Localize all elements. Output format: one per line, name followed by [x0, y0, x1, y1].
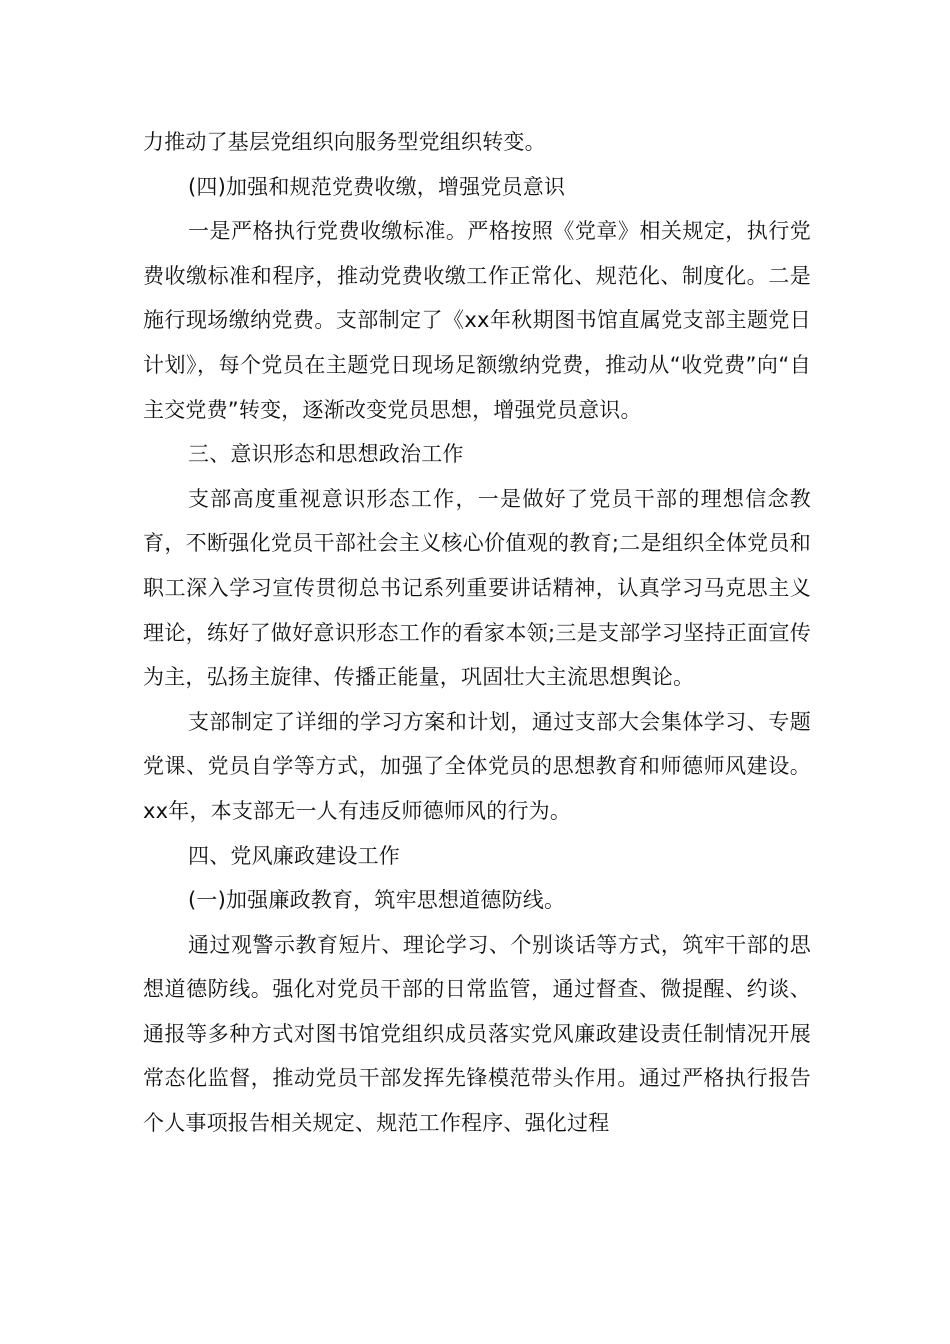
section-heading-party-dues: (四)加强和规范党费收缴，增强党员意识 [188, 174, 566, 199]
section-heading-ideology: 三、意识形态和思想政治工作 [188, 442, 464, 467]
paragraph-ideology-work: 支部高度重视意识形态工作，一是做好了党员干部的理想信念教育，不断强化党员干部社会主义核心价值观的教育;二是组织全体党员和职工深入学习宣传贯彻总书记系列重要讲话精神，认真学习马克思主义理论，练好了做好意识形态工作的看家本领;三是支部学习坚持正面宣传为主，弘扬主旋律、传播正能量，巩固壮大主流思想舆论。 [143, 486, 811, 690]
paragraph-party-dues: 一是严格执行党费收缴标准。严格按照《党章》相关规定，执行党费收缴标准和程序，推动党费收缴工作正常化、规范化、制度化。二是施行现场缴纳党费。支部制定了《xx年秋期图书馆直属党支部主题党日计划》，每个党员在主题党日现场足额缴纳党费，推动从“收党费”向“自主交党费”转变，逐渐改变党员思想，增强党员意识。 [143, 219, 811, 422]
paragraph-continuation: 力推动了基层党组织向服务型党组织转变。 [143, 130, 546, 154]
document-body [143, 120, 811, 1146]
subsection-heading-integrity-education: (一)加强廉政教育，筑牢思想道德防线。 [188, 888, 566, 913]
paragraph-study-plan: 支部制定了详细的学习方案和计划，通过支部大会集体学习、专题党课、党员自学等方式，加强了全体党员的思想教育和师德师风建设。xx年，本支部无一人有违反师德师风的行为。 [143, 709, 811, 823]
paragraph-integrity-education: 通过观警示教育短片、理论学习、个别谈话等方式，筑牢干部的思想道德防线。强化对党员干部的日常监管，通过督查、微提醒、约谈、通报等多种方式对图书馆党组织成员落实党风廉政建设责任制情况开展常态化监督，推动党员干部发挥先锋模范带头作用。通过严格执行报告个人事项报告相关规定、规范工作程序、强化过程 [143, 932, 811, 1136]
section-heading-integrity: 四、党风廉政建设工作 [188, 843, 400, 868]
